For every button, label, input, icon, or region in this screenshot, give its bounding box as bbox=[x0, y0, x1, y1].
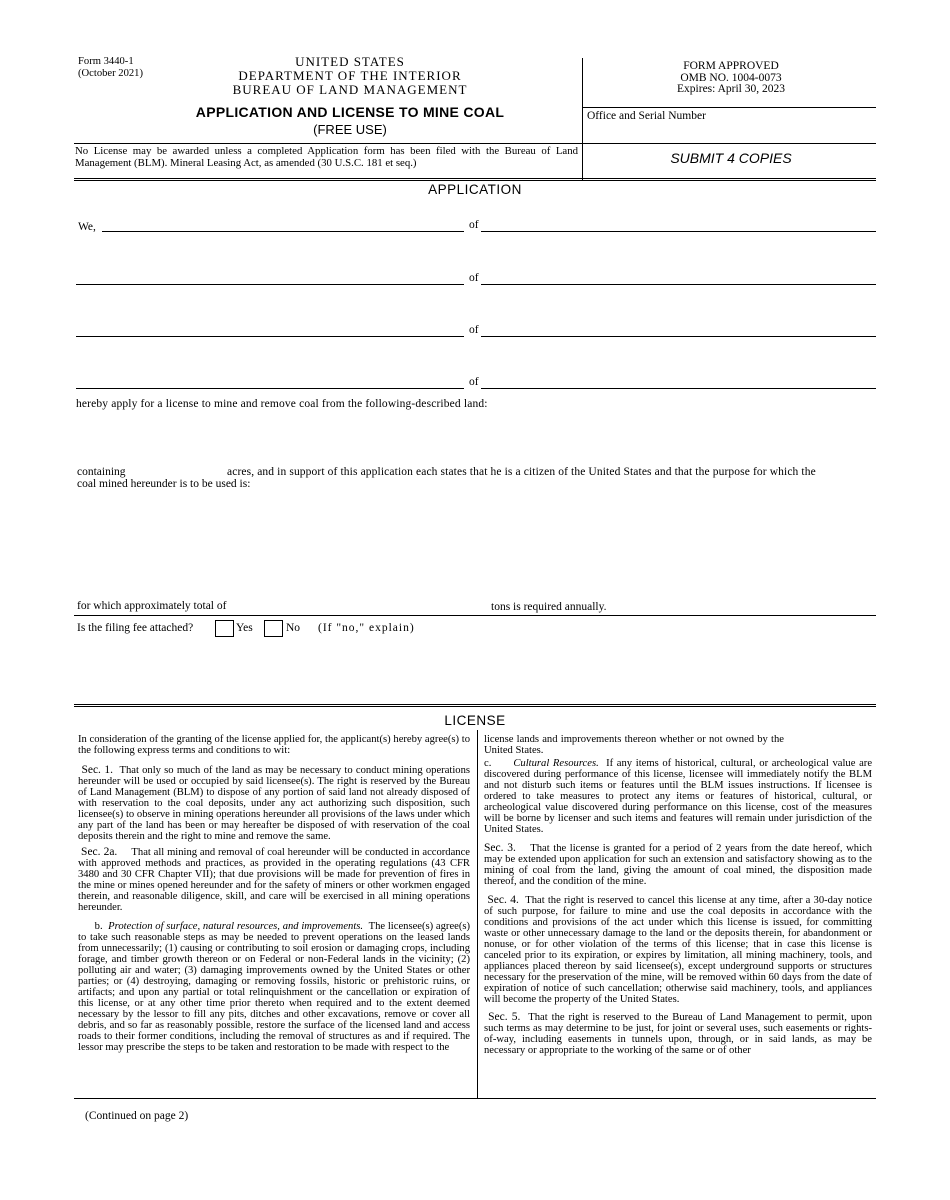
acres-field[interactable] bbox=[132, 463, 222, 478]
applicant-address-field-4[interactable] bbox=[481, 388, 876, 389]
tons-amount-field[interactable] bbox=[245, 597, 485, 612]
form-title: APPLICATION AND LICENSE TO MINE COAL bbox=[195, 104, 505, 120]
tons-label: tons is required annually. bbox=[491, 601, 607, 613]
application-heading: APPLICATION bbox=[428, 182, 522, 197]
sec3-text: That the license is granted for a period of 2 years from the date hereof, which may be extended upon application for such an extension and satisfactory showing as to the mining of coal from the land, giving the amount of coal mined, the disposition made thereof, and the condition of the mine. bbox=[484, 843, 873, 887]
agency-line3: BUREAU OF LAND MANAGEMENT bbox=[232, 82, 468, 97]
submit-copies: SUBMIT 4 COPIES bbox=[670, 150, 792, 166]
applicant-name-field-4[interactable] bbox=[76, 388, 464, 389]
fee-no-label: No bbox=[286, 622, 301, 634]
sec1-label: Sec. 1. bbox=[81, 764, 114, 776]
total-label: for which approximately total of bbox=[77, 600, 227, 612]
license-sec2c bbox=[484, 758, 872, 835]
sec2c-text: If any items of historical, cultural, or archeological value are discovered during performance of this license, licensee will immediately notify the BLM and not disturb such items or features until the BLM issues instructions. If licensee is ordered to take measures to protect any items or features of historical, cultural, or archeological value discovered during performance on this license, cost of the measures will be borne by licenser and such items and features will remain under jurisdiction of the United States. bbox=[484, 758, 873, 835]
containing-label: containing bbox=[77, 466, 126, 478]
fee-top-rule bbox=[74, 615, 876, 616]
header-double-rule-2 bbox=[74, 180, 876, 181]
of-label-1: of bbox=[469, 219, 479, 231]
approval-line3: Expires: April 30, 2023 bbox=[677, 83, 785, 95]
approval-divider bbox=[582, 107, 876, 108]
form-number: Form 3440-1 bbox=[78, 56, 134, 67]
notice-top-rule bbox=[74, 143, 876, 144]
license-sec4 bbox=[484, 895, 872, 1005]
license-column-divider bbox=[477, 730, 478, 1098]
applicant-address-field-3[interactable] bbox=[481, 336, 876, 337]
license-bottom-rule bbox=[74, 1098, 876, 1099]
sec5-text: That the right is reserved to the Bureau of Land Management to permit, upon such terms as may determine to be just, for joint or several uses, such easements or rights-of-way, including easements in tunnels upon, through, or in said lands, as may be necessary or appropriate to the working of the same or of other bbox=[484, 1012, 873, 1056]
agency-line2: DEPARTMENT OF THE INTERIOR bbox=[238, 68, 462, 83]
of-label-4: of bbox=[469, 376, 479, 388]
apply-text: hereby apply for a license to mine and remove coal from the following-described land: bbox=[76, 398, 488, 410]
we-label: We, bbox=[78, 221, 96, 233]
purpose-field[interactable] bbox=[76, 493, 876, 593]
applicant-address-field-2[interactable] bbox=[481, 284, 876, 285]
applicant-name-field-1[interactable] bbox=[102, 231, 464, 232]
license-sec5 bbox=[484, 1012, 872, 1056]
fee-explanation-field[interactable] bbox=[76, 640, 876, 700]
office-serial-label: Office and Serial Number bbox=[587, 110, 706, 122]
sec2c-label: c. bbox=[484, 758, 492, 769]
of-label-3: of bbox=[469, 324, 479, 336]
sec2b-label: b. bbox=[94, 921, 103, 932]
sec2a-text: That all mining and removal of coal hereunder will be conducted in accordance with approved methods and practices, as provided in the operating regulations (43 CFR 3480 and 30 CFR Chapter VII); that due provisions will be made for prevention of fires in the mine or mines opened hereunder and for the safety of miners or other workmen engaged therein, and reasonable diligence, skill, and care will be exercised in all mining operations hereunder. bbox=[78, 847, 470, 913]
form-subtitle: (FREE USE) bbox=[313, 122, 387, 137]
fee-yes-label: Yes bbox=[236, 622, 253, 634]
license-col2-continued: license lands and improvements thereon whether or not owned by the United States. bbox=[484, 734, 784, 756]
sec4-label: Sec. 4. bbox=[487, 894, 519, 906]
sec4-text: That the right is reserved to cancel this license at any time, after a 30-day notice of such purpose, for failure to mine and use the coal deposits in accordance with the conditions and provisions of the act under which this license is issued, for committing waste or other unnecessary damage to the land or the deposits therein, for abandonment or nonuse, or for other violation of the terms of this license; that in case this license is canceled prior to its expiration, or expires by limitation, all mining machinery, tools, and appliances placed thereon by said licensee(s), except underground supports or structures necessary for the preservation of the mine, will be removed within 60 days from the date of expiration of notice of such cancellation; otherwise said machinery, tools, and appliances will become the property of the United States. bbox=[484, 895, 873, 1005]
land-description-field[interactable] bbox=[76, 413, 876, 458]
license-double-rule-2 bbox=[74, 706, 876, 707]
license-heading: LICENSE bbox=[444, 713, 506, 728]
form-date: (October 2021) bbox=[78, 68, 144, 79]
fee-no-checkbox[interactable] bbox=[264, 620, 283, 637]
sec2a-label: Sec. 2a. bbox=[81, 846, 118, 858]
license-sec3 bbox=[484, 843, 872, 887]
sec2c-title: Cultural Resources. bbox=[513, 758, 599, 769]
license-sec1 bbox=[78, 765, 470, 842]
license-double-rule-1 bbox=[74, 704, 876, 705]
fee-question: Is the filing fee attached? bbox=[77, 622, 194, 634]
of-label-2: of bbox=[469, 272, 479, 284]
continued-note: (Continued on page 2) bbox=[85, 1110, 189, 1122]
notice-text: No License may be awarded unless a completed Application form has been filed with the Bureau of Land Management (BLM). Mineral Leasing Act, as amended (30 U.S.C. 181 et seq.) bbox=[75, 145, 578, 169]
sec3-label: Sec. 3. bbox=[484, 842, 516, 854]
sec5-label: Sec. 5. bbox=[488, 1011, 521, 1023]
agency-line1: UNITED STATES bbox=[295, 54, 405, 69]
applicant-address-field-1[interactable] bbox=[481, 231, 876, 232]
sec2b-text: The licensee(s) agree(s) to take such reasonable steps as may be needed to prevent operations on the leased lands from unnecessarily; (1) causing or contributing to soil erosion or damaging crops, including forage, and timber growth thereon or on Federal or non-Federal lands in the vicinity; (2) polluting air and water; (3) damaging improvements owned by the United States or other parties; or (4) destroying, damaging or removing fossils, historic or prehistoric ruins, or artifacts; and upon any partial or total relinquishment or the cancellation or expiration of this license, or at any other time prior thereto when required and to the extent deemed necessary by the lessor to fill any pits, ditches and other excavations, remove or cover all debris, and so far as reasonably possible, restore the surface of the licensed land and access roads to their former conditions, including the removal of structures as and if required. The lessor may prescribe the steps to be taken and restoration to be made with respect to the bbox=[78, 921, 471, 1053]
header-divider bbox=[582, 58, 583, 180]
sec1-text: That only so much of the land as may be necessary to conduct mining operations hereunder will be used or occupied by said licensee(s). The right is reserved by the Bureau of Land Management (BLM) to dispose of any portion of said land not already disposed of with reservation to the coal deposits, under any act authorizing such disposition, such licensee(s) to observe in mining operations hereunder all provisions of the laws under which any part of the land has been or may hereafter be disposed of with reservation of the coal deposits therein and the right to mine and remove the same. bbox=[78, 765, 470, 842]
fee-explain-label: (If "no," explain) bbox=[318, 622, 415, 634]
acres-text-cont: coal mined hereunder is to be used is: bbox=[77, 478, 251, 490]
license-sec2b bbox=[78, 921, 470, 1053]
sec2b-title: Protection of surface, natural resources, and improvements. bbox=[108, 921, 364, 932]
applicant-name-field-3[interactable] bbox=[76, 336, 464, 337]
license-sec2a bbox=[78, 847, 470, 913]
office-serial-field[interactable] bbox=[587, 124, 873, 142]
header-double-rule-1 bbox=[74, 178, 876, 179]
applicant-name-field-2[interactable] bbox=[76, 284, 464, 285]
approval-line2: OMB NO. 1004-0073 bbox=[680, 71, 782, 84]
acres-text: acres, and in support of this application each states that he is a citizen of the United States and that the purpose for which the bbox=[227, 466, 816, 478]
approval-line1: FORM APPROVED bbox=[683, 60, 779, 72]
license-intro: In consideration of the granting of the license applied for, the applicant(s) hereby agree(s) to the following express terms and conditions to wit: bbox=[78, 734, 470, 756]
fee-yes-checkbox[interactable] bbox=[215, 620, 234, 637]
